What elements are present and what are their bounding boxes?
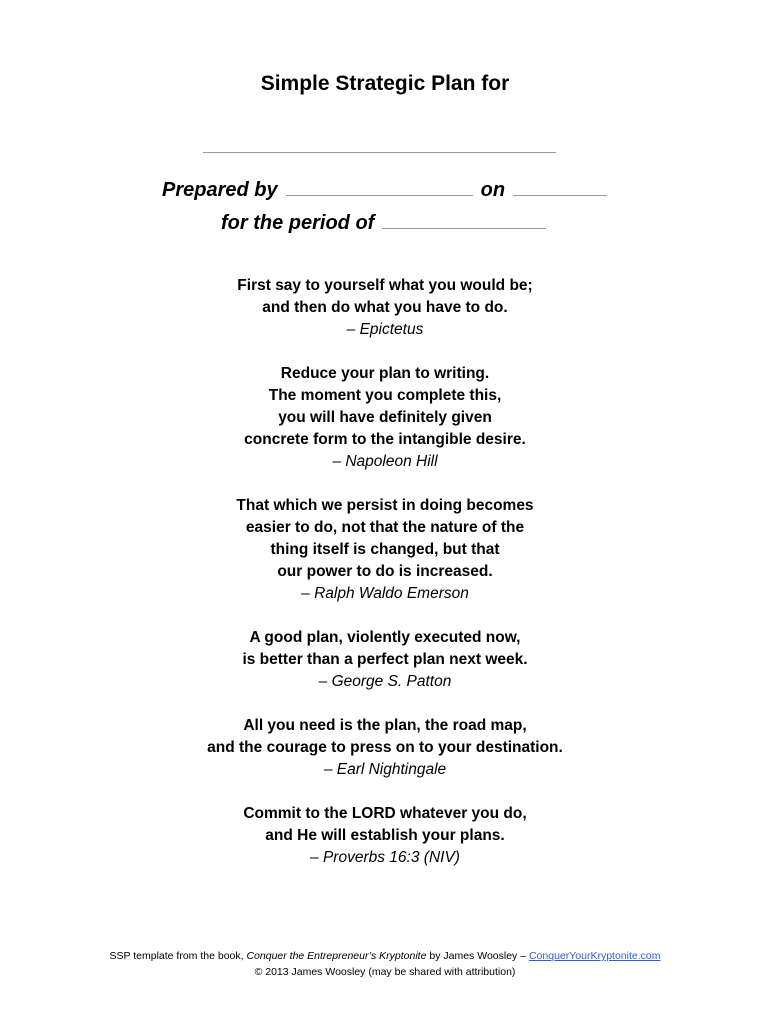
prepared-by-label: Prepared by	[162, 179, 278, 201]
quote-author: – Epictetus	[346, 321, 424, 338]
quote-line: easier to do, not that the nature of the	[245, 519, 525, 536]
quote-line: That which we persist in doing becomes	[236, 497, 534, 514]
quote-napoleon-hill	[0, 363, 770, 473]
footer-copyright: © 2013 James Woosley (may be shared with attribution)	[254, 966, 516, 978]
footer-attribution	[0, 948, 770, 964]
prepared-by-row	[162, 172, 607, 202]
quote-line: is better than a perfect plan next week.	[242, 651, 528, 668]
period-line[interactable]	[382, 228, 546, 229]
page-title: Simple Strategic Plan for	[260, 72, 510, 95]
quote-line: concrete form to the intangible desire.	[244, 431, 526, 448]
date-line[interactable]	[513, 195, 607, 196]
plan-name-line[interactable]	[203, 152, 556, 153]
period-row	[221, 205, 554, 235]
on-label: on	[480, 179, 506, 201]
quote-line: All you need is the plan, the road map,	[243, 717, 527, 734]
footer-author: by James Woosley –	[426, 950, 529, 962]
quote-epictetus	[0, 275, 770, 341]
quotes-section	[0, 275, 770, 891]
quote-line: thing itself is changed, but that	[270, 541, 500, 558]
period-label: for the period of	[221, 212, 375, 234]
quote-author: – Earl Nightingale	[323, 761, 447, 778]
quote-line: and then do what you have to do.	[262, 299, 508, 316]
preparer-name-line[interactable]	[286, 195, 473, 196]
footer-book-title: Conquer the Entrepreneur’s Kryptonite	[246, 950, 427, 962]
quote-proverbs	[0, 803, 770, 869]
quote-author: – Napoleon Hill	[332, 453, 438, 470]
quote-emerson	[0, 495, 770, 605]
quote-line: and the courage to press on to your destination.	[207, 739, 563, 756]
quote-line: you will have definitely given	[278, 409, 492, 426]
quote-line: Commit to the LORD whatever you do,	[243, 805, 527, 822]
quote-line: The moment you complete this,	[268, 387, 502, 404]
website-link[interactable]: ConquerYourKryptonite.com	[528, 950, 661, 962]
quote-nightingale	[0, 715, 770, 781]
quote-author: – George S. Patton	[318, 673, 452, 690]
quote-line: First say to yourself what you would be;	[237, 277, 533, 294]
quote-patton	[0, 627, 770, 693]
footer-prefix: SSP template from the book,	[109, 950, 247, 962]
quote-author: – Ralph Waldo Emerson	[301, 585, 469, 602]
quote-author: – Proverbs 16:3 (NIV)	[310, 849, 460, 866]
quote-line: and He will establish your plans.	[265, 827, 505, 844]
footer	[0, 948, 770, 980]
quote-line: our power to do is increased.	[277, 563, 493, 580]
quote-line: Reduce your plan to writing.	[280, 365, 490, 382]
quote-line: A good plan, violently executed now,	[249, 629, 521, 646]
